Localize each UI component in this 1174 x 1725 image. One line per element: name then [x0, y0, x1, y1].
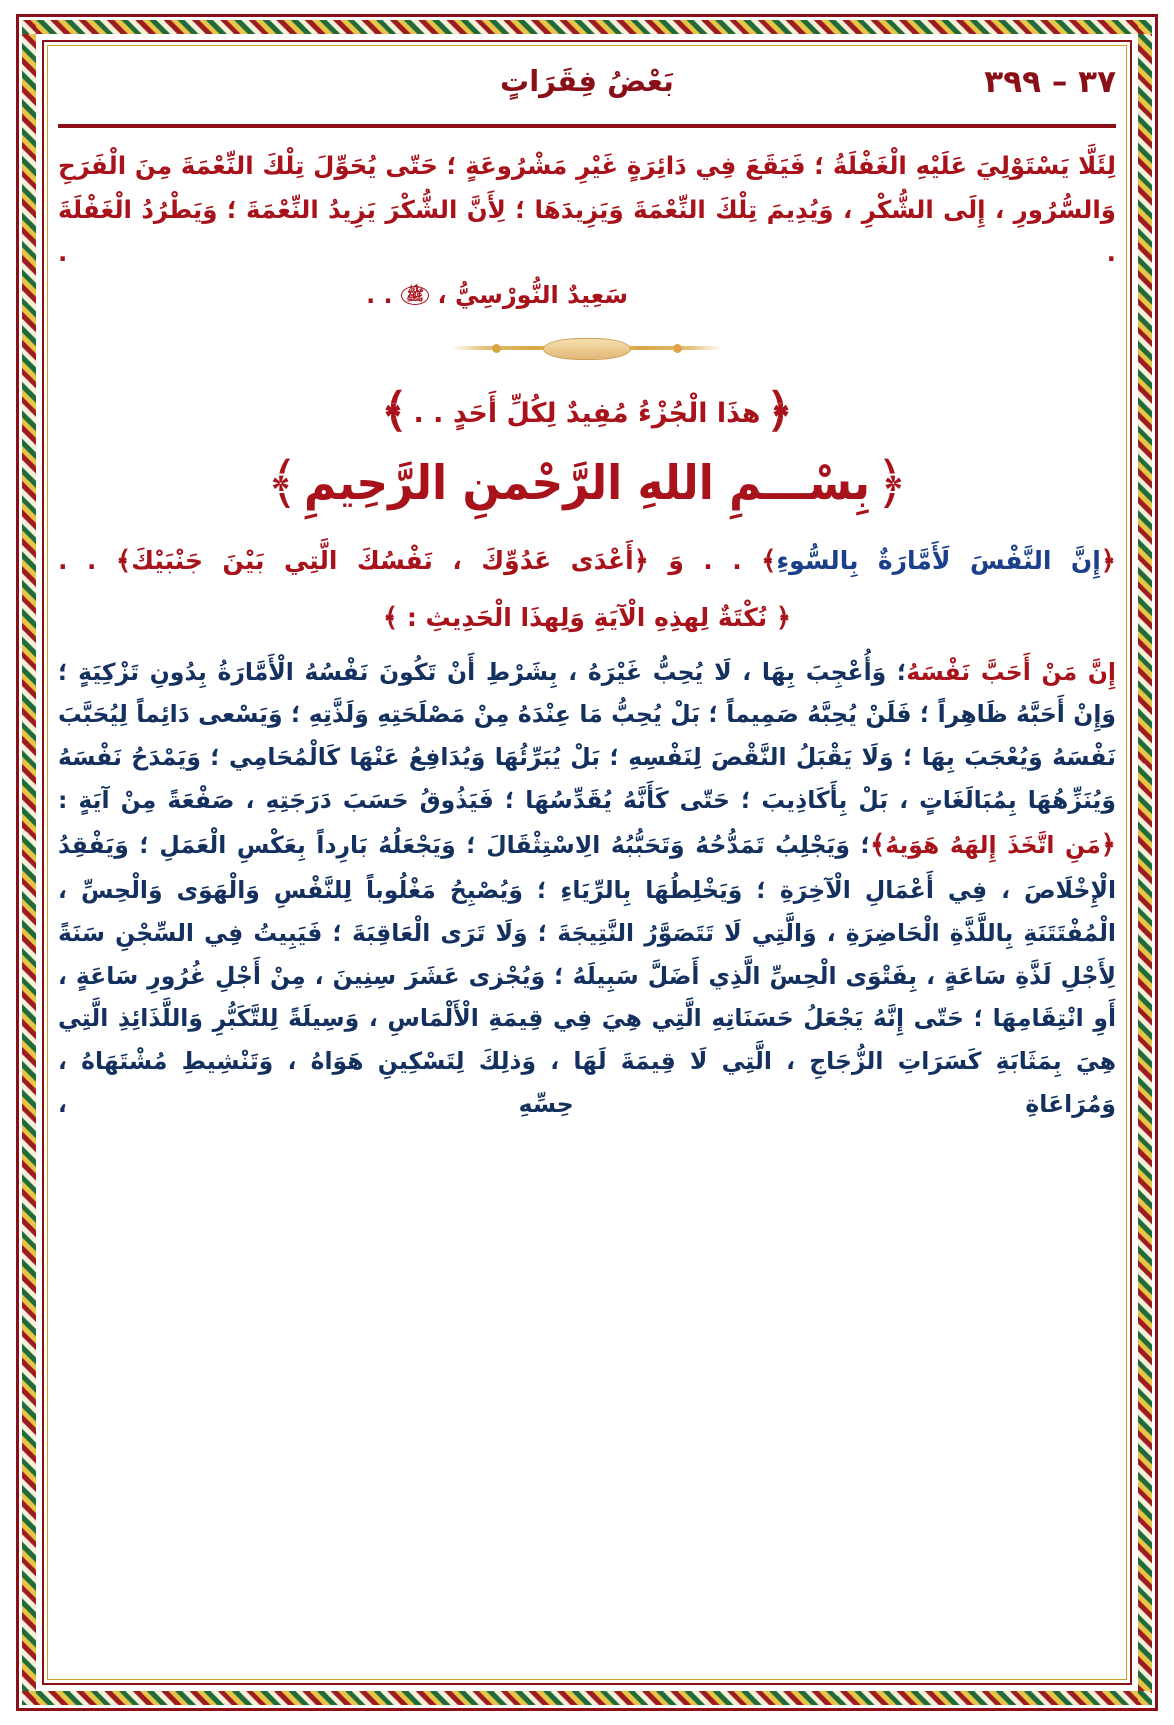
ornament-center [543, 338, 631, 360]
section-intro-line [58, 383, 1116, 437]
attribution-name: سَعِيدٌ النُّورْسِيُّ ، [437, 280, 628, 309]
verse-quote-block [58, 538, 1116, 585]
basmala-bracket-close-icon: ﴾ [266, 450, 299, 516]
bracket-close-icon: ﴾ [380, 382, 408, 437]
basmala-line [58, 451, 1116, 516]
bracket-open-icon: ﴿ [766, 382, 793, 437]
ornament-dot-right [492, 344, 501, 353]
page-title: بَعْضُ فِقَرَاتٍ [500, 64, 674, 98]
section-intro-text: هذَا الْجُزْءُ مُفِيدٌ لِكُلِّ أَحَدٍ . . [413, 397, 761, 429]
ornament-dot-left [673, 344, 682, 353]
top-paragraph: لِئَلَّا يَسْتَوْلِيَ عَلَيْهِ الْغَفْلَةُ ؛ فَيَقَعَ فِي دَائِرَةٍ غَيْرِ مَشْرُوعَةٍ ؛ حَتّى يُحَوِّلَ تِلْكَ النِّعْمَةَ مِنَ الْفَرَحِ وَالسُّرُورِ ، إِلَى الشُّكْرِ ، وَيُدِيمَ تِلْكَ النِّعْمَةَ وَيَزِيدَهَا ؛ لِأَنَّ الشُّكْرَ يَزِيدُ النِّعْمَةَ ؛ وَيَطْرُدُ الْغَفْلَةَ . . [58, 151, 1116, 268]
nukta-bracket-close-icon: ﴾ [382, 602, 399, 633]
basmala-text: بِسْـــمِ اللهِ الرَّحْمنِ الرَّحِيمِ [303, 455, 871, 511]
verse1-bracket-close-icon: ﴾ [761, 545, 777, 576]
ornamental-divider-icon [452, 335, 722, 361]
attribution-trailing: . . [366, 280, 393, 309]
inline-quran-bracket-close-icon: ﴾ [869, 829, 886, 860]
page-content [58, 58, 1116, 1669]
honorific-icon: ﷺ [401, 286, 429, 305]
nukta-bracket-open-icon: ﴿ [775, 602, 792, 633]
main-body-lead-phrase: إِنَّ مَنْ أَحَبَّ نَفْسَهُ [906, 657, 1116, 686]
verse-quran-text: إِنَّ النَّفْسَ لَأَمَّارَةٌ بِالسُّوءِ [776, 545, 1101, 575]
nukta-heading [58, 603, 1116, 633]
header-divider-rule [58, 124, 1116, 128]
verse-hadith-text: أَعْدَى عَدُوِّكَ ، نَفْسُكَ الَّتِي بَيْنَ جَنْبَيْكَ [131, 545, 634, 575]
nukta-text: نُكْتَةٌ لِهذِهِ الْآيَةِ وَلِهذَا الْحَدِيثِ : [406, 602, 768, 632]
verse2-bracket-close-icon: ﴾ [115, 545, 132, 576]
main-body-paragraph [58, 651, 1116, 1126]
inline-quran-text: مَنِ اتَّخَذَ إِلهَهُ هَوَيهُ [885, 830, 1101, 859]
verse-separator: . . وَ [668, 545, 742, 575]
inline-quran-bracket-open-icon: ﴿ [1100, 829, 1116, 860]
main-body-part-1: ؛ وَأُعْجِبَ بِهَا ، لَا يُحِبُّ غَيْرَهُ ، بِشَرْطِ أَنْ تَكُونَ نَفْسُهُ الْأَمَّارَةُ بِدُونِ تَزْكِيَةٍ ؛ وَإِنْ أَحَبَّهُ ظَاهِراً ؛ فَلَنْ يُحِبَّهُ صَمِيماً ؛ بَلْ يُحِبُّ مَا عِنْدَهُ مِنْ مَصْلَحَتِهِ وَلَذَّتِهِ ؛ وَيَسْعى دَائِماً لِيُحَبَّبَ نَفْسَهُ وَيُعْجَبَ بِهَا ؛ وَلَا يَقْبَلُ النَّقْصَ لِنَفْسِهِ ؛ بَلْ يُبَرِّئُهَا وَيُدَافِعُ عَنْهَا كَالْمُحَامِي ؛ وَيَمْدَحُ نَفْسَهُ وَيُنَزِّهُهَا بِمُبَالَغَاتٍ ، بَلْ بِأَكَاذِيبَ ؛ حَتّى كَأَنَّهُ يُقَدِّسُهَا ؛ فَيَذُوقُ حَسَبَ دَرَجَتِهِ ، صَفْعَةً مِنْ آيَةٍ : [58, 657, 1116, 814]
page-header [58, 58, 1116, 120]
verse1-bracket-open-icon: ﴿ [1100, 545, 1116, 576]
basmala-bracket-open-icon: ﴿ [875, 450, 908, 516]
page-number: ٣٧ – ٣٩٩ [984, 64, 1116, 100]
main-body-part-2: ؛ وَيَجْلِبُ تَمَدُّحُهُ وَتَحَبُّبُهُ الِاسْتِثْقَالَ ؛ وَيَجْعَلُهُ بَارِداً بِعَكْسِ الْعَمَلِ ؛ وَيَفْقِدُ الْإِخْلَاصَ ، فِي أَعْمَالِ الْآخِرَةِ ؛ وَيَخْلِطُهَا بِالرِّيَاءِ ؛ وَيُصْبِحُ مَغْلُوباً لِلنَّفْسِ وَالْهَوَى وَالْحِسِّ ، الْمُفْتَتَنَةِ بِاللَّذَّةِ الْحَاضِرَةِ ، وَالَّتِي لَا تَتَصَوَّرُ النَّتِيجَةَ ؛ وَلَا تَرَى الْعَاقِبَةَ ؛ فَيَبِيتُ فِي السِّجْنِ سَنَةً لِأَجْلِ لَذَّةِ سَاعَةٍ ، بِفَتْوَى الْحِسِّ الَّذِي أَضَلَّ سَبِيلَهُ ؛ وَيُجْزى عَشَرَ سِنِينَ ، مِنْ أَجْلِ غُرُورِ سَاعَةٍ ، أَوِ انْتِقَامِهَا ؛ حَتّى إِنَّهُ يَجْعَلُ حَسَنَاتِهِ الَّتِي هِيَ فِي قِيمَةِ الْأَلْمَاسِ ، وَسِيلَةً لِلتَّكَبُّرِ وَاللَّذَائِذِ الَّتِي هِيَ بِمَثَابَةِ كَسَرَاتِ الزُّجَاجِ ، الَّتِي لَا قِيمَةَ لَهَا ، وَذلِكَ لِتَسْكِينِ هَوَاهُ ، وَتَنْشِيطِ مُشْتَهَاهُ ، وَمُرَاعَاةِ حِسِّهِ ، [58, 830, 1116, 1118]
verse-trailing-dots: . . [58, 545, 97, 575]
attribution-line [58, 281, 1116, 309]
verse2-bracket-open-icon: ﴿ [633, 545, 649, 576]
